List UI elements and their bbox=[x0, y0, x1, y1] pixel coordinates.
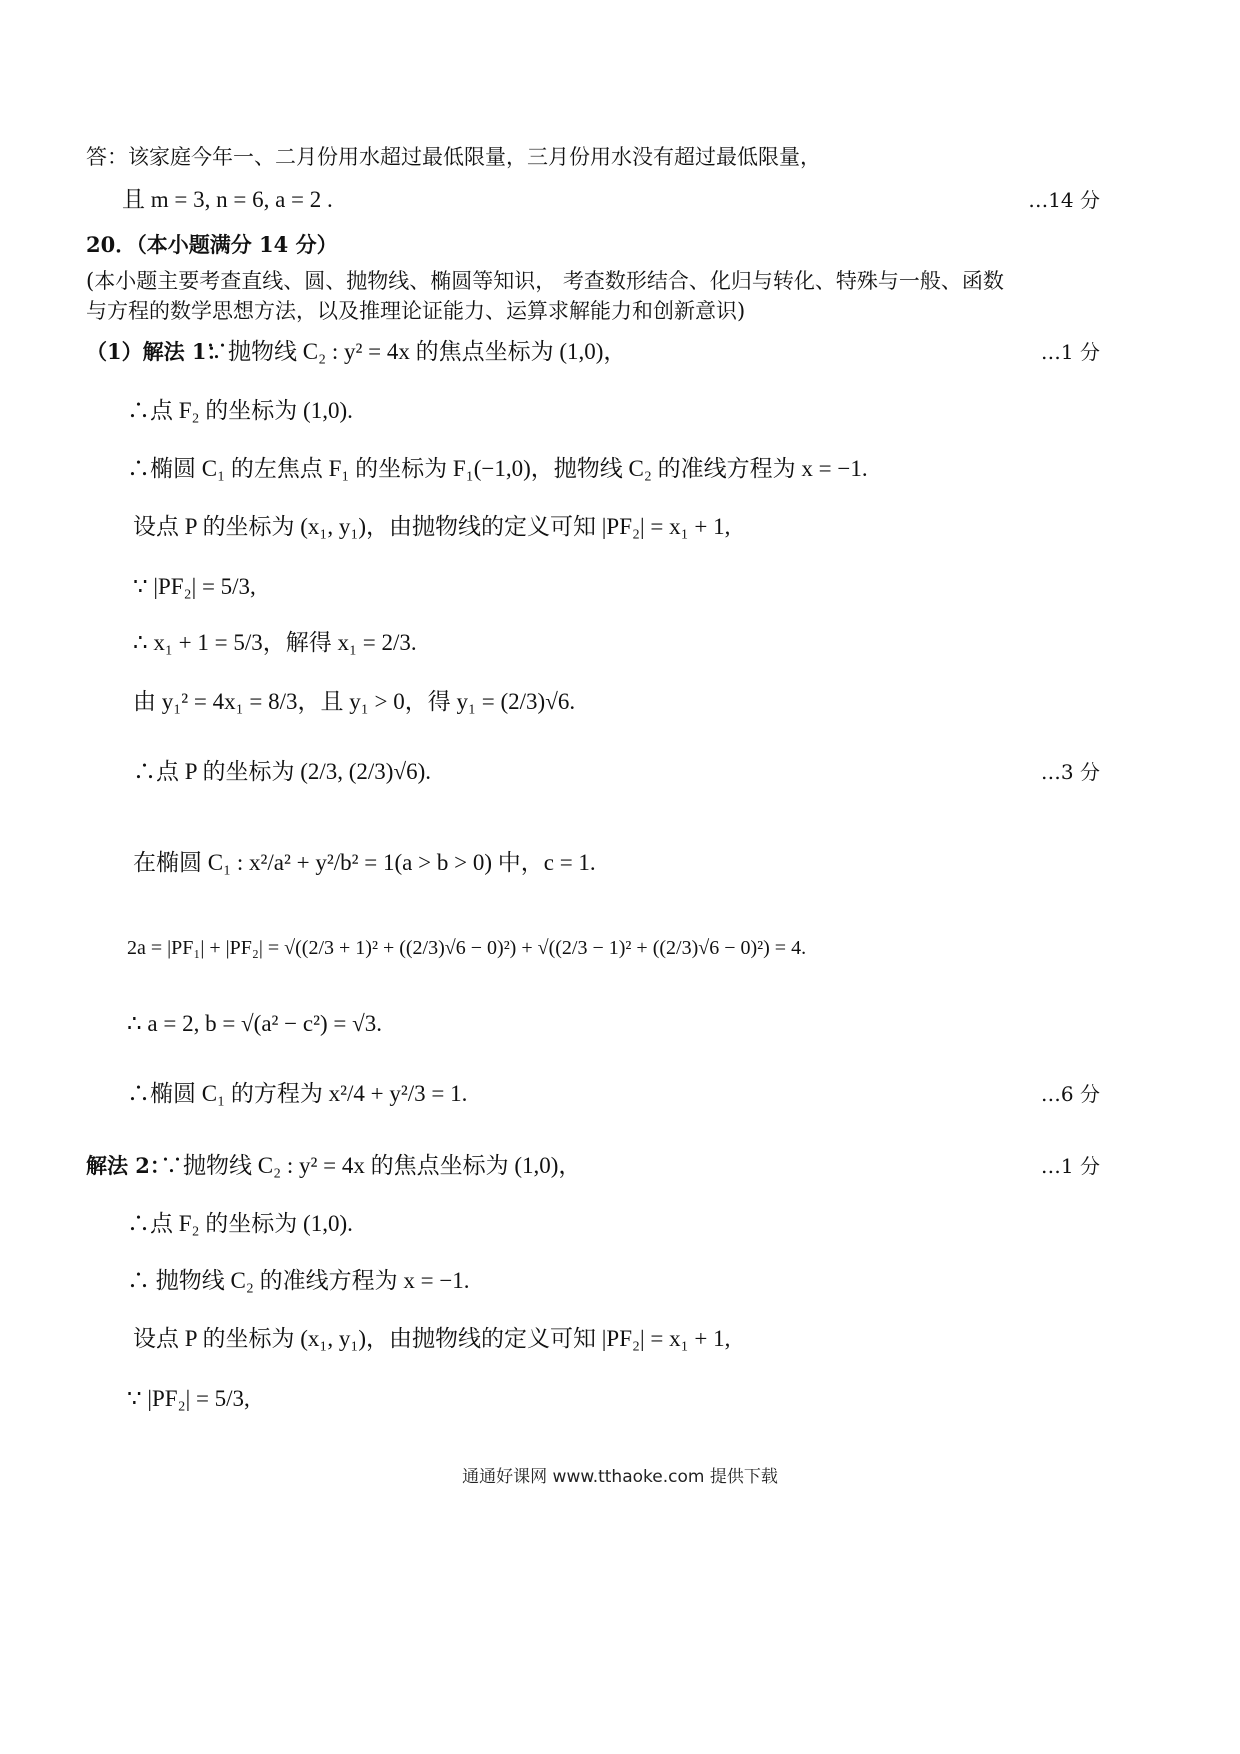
solution-step: ∴点 F₂ 的坐标为 (1,0). bbox=[127, 398, 353, 423]
question-description: 与方程的数学思想方法，以及推理论证能力、运算求解能力和创新意识) bbox=[86, 299, 746, 323]
solution-step: ∵抛物线 C₂ : y² = 4x 的焦点坐标为 (1,0)， bbox=[205, 339, 627, 364]
solution-step: 在椭圆 C₁ : x²/a² + y²/b² = 1(a > b > 0) 中，c = 1. bbox=[133, 850, 596, 875]
solution-step: ∵抛物线 C₂ : y² = 4x 的焦点坐标为 (1,0)， bbox=[160, 1153, 582, 1178]
solution-step: 2a = |PF₁| + |PF₂| = √((2/3 + 1)² + ((2/3)√6 − 0)²) + √((2/3 − 1)² + ((2/3)√6 − 0)²) = 4. bbox=[127, 937, 807, 959]
solution-step: ∴椭圆 C₁ 的方程为 x²/4 + y²/3 = 1. bbox=[127, 1081, 468, 1106]
score-mark: …1 分 bbox=[1040, 1154, 1100, 1178]
solution-step: 设点 P 的坐标为 (x₁, y₁)，由抛物线的定义可知 |PF₂| = x₁ + 1, bbox=[133, 1326, 731, 1351]
score-mark: …6 分 bbox=[1040, 1082, 1100, 1106]
question-description: (本小题主要考查直线、圆、抛物线、椭圆等知识， 考查数形结合、化归与转化、特殊与一般、函数 bbox=[86, 269, 1004, 293]
solution-label: 解法 2： bbox=[86, 1153, 171, 1178]
solution-step: ∴ x₁ + 1 = 5/3，解得 x₁ = 2/3. bbox=[133, 630, 417, 655]
page-footer: 通通好课网 www.tthaoke.com 提供下载 bbox=[462, 1467, 778, 1487]
solution-step: ∴ 抛物线 C₂ 的准线方程为 x = −1. bbox=[127, 1268, 470, 1293]
score-mark: …1 分 bbox=[1040, 340, 1100, 364]
score-mark: …14 分 bbox=[1028, 188, 1100, 212]
answer-text: 答：该家庭今年一、二月份用水超过最低限量，三月份用水没有超过最低限量， bbox=[86, 145, 821, 169]
question-title: 20．（本小题满分 14 分） bbox=[86, 232, 338, 257]
solution-step: ∵ |PF₂| = 5/3, bbox=[133, 574, 256, 599]
solution-label: （1）解法 1： bbox=[86, 339, 228, 364]
solution-step: ∴椭圆 C₁ 的左焦点 F₁ 的坐标为 F₁(−1,0)，抛物线 C₂ 的准线方程为 x = −1. bbox=[127, 456, 868, 481]
score-mark: …3 分 bbox=[1040, 760, 1100, 784]
solution-step: 由 y₁² = 4x₁ = 8/3，且 y₁ > 0，得 y₁ = (2/3)√6. bbox=[133, 689, 576, 714]
solution-step: ∴点 F₂ 的坐标为 (1,0). bbox=[127, 1211, 353, 1236]
answer-values: 且 m = 3, n = 6, a = 2 . bbox=[122, 187, 333, 212]
solution-step: ∴点 P 的坐标为 (2/3, (2/3)√6). bbox=[133, 759, 431, 784]
solution-step: ∵ |PF₂| = 5/3, bbox=[127, 1386, 250, 1411]
solution-step: 设点 P 的坐标为 (x₁, y₁)，由抛物线的定义可知 |PF₂| = x₁ + 1, bbox=[133, 514, 731, 539]
solution-step: ∴ a = 2, b = √(a² − c²) = √3. bbox=[127, 1011, 382, 1036]
